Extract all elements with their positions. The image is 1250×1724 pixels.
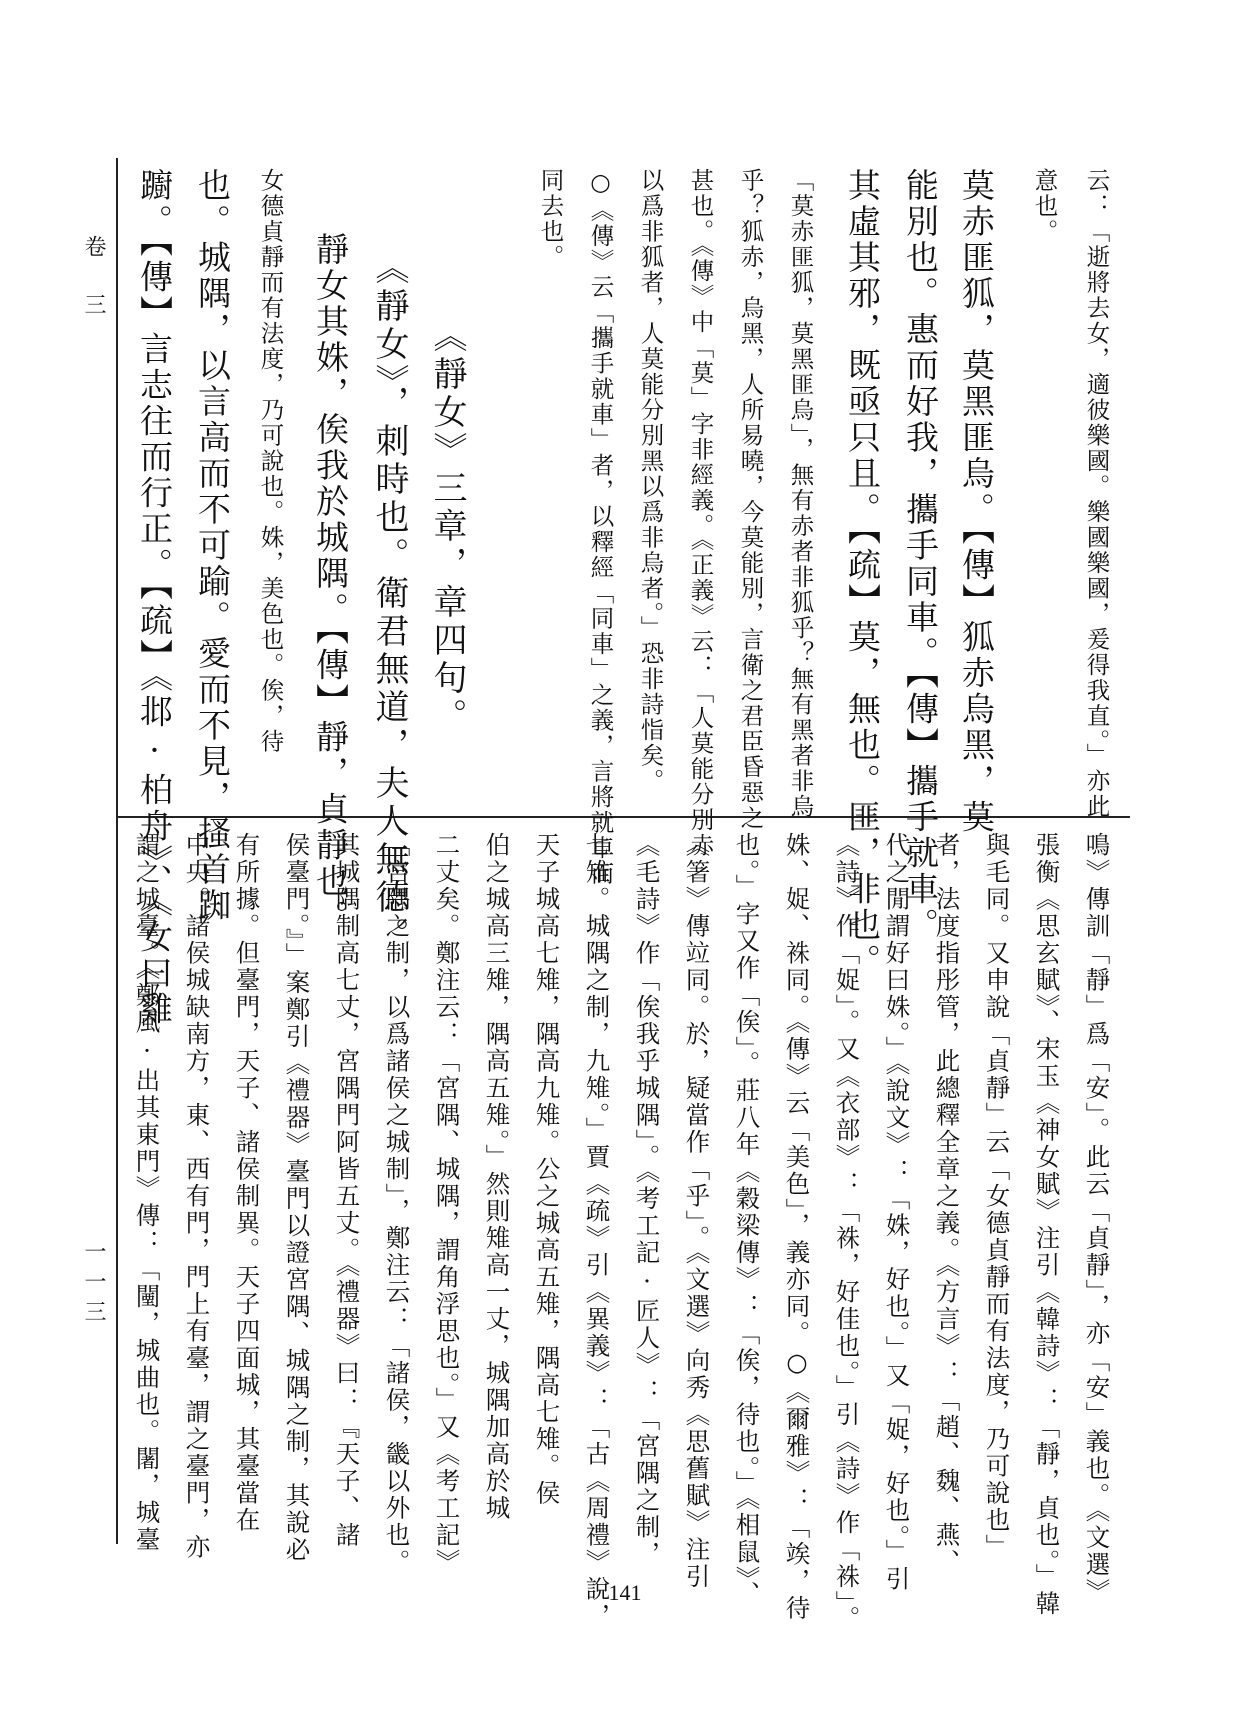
text-column: 天子城高七雉，隅高九雉。公之城高五雉，隅高七雉。侯 <box>532 832 562 1507</box>
text-column: 云：「逝將去女，適彼樂國。樂國樂國，爰得我直。」亦此 <box>1082 168 1111 820</box>
text-column: 以爲非狐者，人莫能分別黑以爲非烏者。」恐非詩恉矣。 <box>636 168 665 794</box>
text-column: 《箸》傳竝同。於，疑當作「乎」。《文選》向秀《思舊賦》注引 <box>682 832 712 1591</box>
text-column: 鳴》傳訓「靜」爲「安」。此云「貞靜」，亦「安」義也。《文選》 <box>1082 832 1112 1606</box>
text-column: 乎？狐赤，烏黑，人所易曉，今莫能別，言衛之君臣昏惡之 <box>736 168 765 831</box>
text-column: 中央。諸侯城缺南方，東、西有門，門上有臺，謂之臺門，亦 <box>182 832 212 1561</box>
text-column: 七雉。城隅之制，九雉。」賈《疏》引《異義》：「古《周禮》說， <box>582 832 612 1630</box>
text-column: 姝、娖、袾同。《傳》云「美色」，義亦同。○《爾雅》：「竢，待 <box>782 832 812 1622</box>
text-column: 代之閒謂好曰姝。」《說文》：「姝，好也。」又「娖，好也。」引 <box>882 832 912 1593</box>
text-column: 「莫赤匪狐，莫黑匪烏」，無有赤者非狐乎？無有黑者非烏 <box>786 168 815 820</box>
volume-label: 卷三 <box>81 235 106 351</box>
text-column: 女德貞靜而有法度，乃可說也。姝，美色也。俟，待 <box>256 168 285 755</box>
text-column: 與毛同。又申說「貞靜」云「女德貞靜而有法度，乃可說也」 <box>982 832 1012 1561</box>
text-column: 「宮隅之制，以爲諸侯之城制」，鄭注云：「諸侯，畿以外也。 <box>382 832 412 1576</box>
text-column: 二丈矣。鄭注云：「宮隅、城隅，謂角浮思也。」又《考工記》 <box>432 832 462 1576</box>
text-column: 同去也。 <box>536 168 565 270</box>
text-column: 《靜女》，刺時也。衛君無道，夫人無德。 <box>369 250 409 955</box>
text-column: 甚也。《傳》中「莫」字非經義。《正義》云：「人莫能分別赤 <box>686 168 715 859</box>
text-column: 謂之城臺。《鄭風·出其東門》傳：「闉，城曲也。闍，城臺 <box>132 832 162 1554</box>
text-column: 意也。 <box>1030 168 1059 245</box>
text-column: 靜女其姝，俟我於城隅。【傳】靜，貞靜也。 <box>311 232 350 936</box>
text-column: 其虛其邪，既亟只且。【疏】莫，無也。匪，非也。 <box>843 168 882 980</box>
text-column: 躕。【傳】言志往而行正。【疏】《邶·柏舟》、《女曰雞 <box>135 168 174 1028</box>
text-column: 其城隅制高七丈，宮隅門阿皆五丈。《禮器》曰：『天子、諸 <box>332 832 362 1549</box>
text-column: 也。」字又作「俟」。莊八年《穀梁傳》：「俟，待也。」《相鼠》、 <box>732 832 762 1608</box>
text-column: 伯之城高三雉，隅高五雉。」然則雉高一丈，城隅加高於城 <box>482 832 512 1522</box>
text-column: 張衡《思玄賦》、宋玉《神女賦》注引《韓詩》：「靜，貞也。」韓 <box>1032 832 1062 1618</box>
text-column: 能別也。惠而好我，攜手同車。【傳】攜手就車。 <box>901 168 940 944</box>
text-column: 有所據。但臺門，天子、諸侯制異。天子四面城，其臺當在 <box>232 832 262 1534</box>
page-number-chinese: 一一三 <box>81 1240 106 1330</box>
text-column: 也。城隅，以言高而不可踰。愛而不見，搔首踟 <box>193 168 232 924</box>
text-column: 者，法度指彤管，此總釋全章之義。《方言》：「趙、魏、燕、 <box>932 832 962 1576</box>
text-column: 莫赤匪狐，莫黑匪烏。【傳】狐赤烏黑，莫 <box>957 168 996 836</box>
text-column: 《靜女》三章，章四句。 <box>427 318 467 736</box>
text-column: ○《傳》云「攜手就車」者，以釋經「同車」之義，言將就車而 <box>586 168 615 887</box>
text-column: 《詩》作「娖」。又《衣部》：「袾，好佳也。」引《詩》作「袾」。 <box>832 832 862 1633</box>
vertical-rule <box>116 158 118 1544</box>
text-column: 侯臺門。』」案鄭引《禮器》臺門以證宮隅、城隅之制，其說必 <box>282 832 312 1564</box>
page-number: 141 <box>608 1580 642 1605</box>
text-column: 《毛詩》作「俟我乎城隅」。《考工記·匠人》：「宮隅之制， <box>632 832 662 1568</box>
